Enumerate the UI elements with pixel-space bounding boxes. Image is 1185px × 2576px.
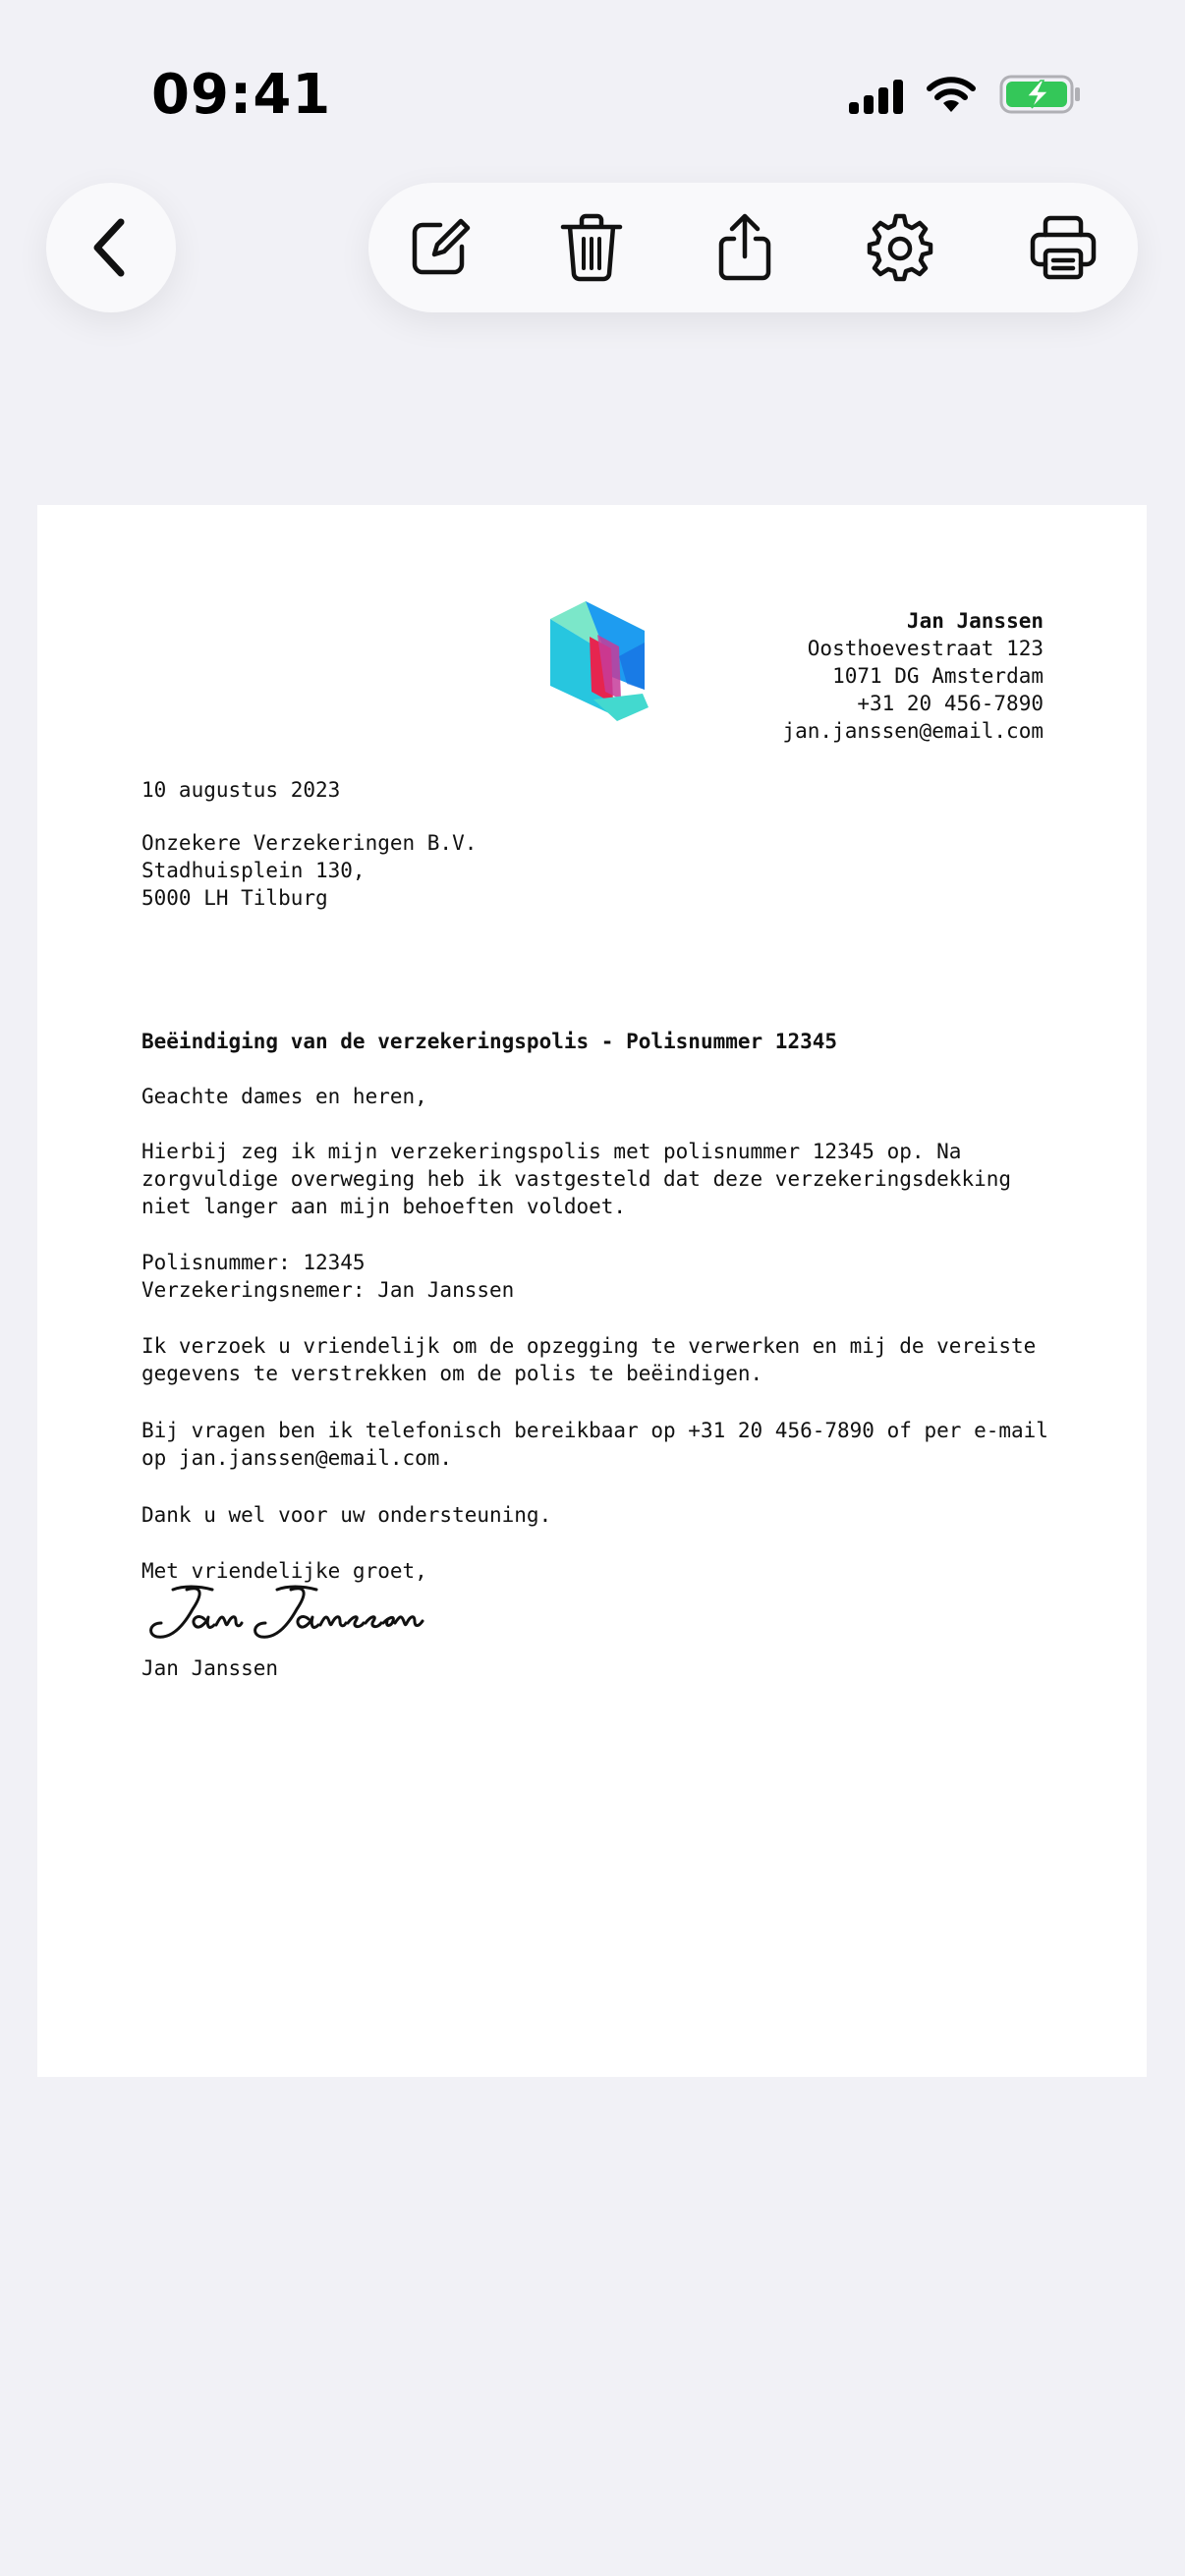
sender-city: 1071 DG Amsterdam bbox=[832, 664, 1044, 688]
edit-icon bbox=[405, 213, 474, 282]
status-icons bbox=[847, 69, 1083, 118]
sender-phone: +31 20 456-7890 bbox=[857, 692, 1044, 715]
company-logo bbox=[536, 597, 658, 725]
settings-button[interactable] bbox=[851, 198, 949, 297]
signer-name: Jan Janssen bbox=[141, 1656, 279, 1680]
letter-salutation: Geachte dames en heren, bbox=[141, 1085, 427, 1108]
letter-subject: Beëindiging van de verzekeringspolis - Polisnummer 12345 bbox=[141, 1030, 838, 1053]
back-button[interactable] bbox=[46, 183, 176, 312]
print-button[interactable] bbox=[1014, 198, 1112, 297]
letter-document bbox=[37, 505, 1147, 2077]
delete-button[interactable] bbox=[542, 198, 641, 297]
policy-details: Polisnummer: 12345 Verzekeringsnemer: Jan Janssen bbox=[141, 1251, 515, 1302]
printer-icon bbox=[1028, 213, 1099, 282]
letter-paragraph-4: Dank u wel voor uw ondersteuning. bbox=[141, 1503, 552, 1527]
letter-paragraph-3: Bij vragen ben ik telefonisch bereikbaar op +31 20 456-7890 of per e-mail op jan.janssen@email.com. bbox=[141, 1419, 1048, 1470]
trash-icon bbox=[557, 211, 626, 284]
letter-paragraph-2: Ik verzoek u vriendelijk om de opzegging te verwerken en mij de vereiste gegevens te verstrekken om de polis te beëindigen. bbox=[141, 1334, 1037, 1385]
sender-name: Jan Janssen bbox=[906, 609, 1044, 633]
battery-charging-icon bbox=[999, 75, 1082, 114]
handwritten-signature bbox=[143, 1580, 438, 1649]
letter-closing: Met vriendelijke groet, bbox=[141, 1559, 427, 1583]
sender-email: jan.janssen@email.com bbox=[782, 719, 1044, 743]
wifi-icon bbox=[926, 75, 977, 114]
sender-street: Oosthoevestraat 123 bbox=[807, 637, 1044, 660]
gear-icon bbox=[866, 213, 934, 282]
status-time: 09:41 bbox=[151, 63, 332, 127]
share-icon bbox=[710, 211, 779, 284]
document-toolbar bbox=[368, 183, 1138, 312]
share-button[interactable] bbox=[696, 198, 794, 297]
letter-paragraph-1: Hierbij zeg ik mijn verzekeringspolis met polisnummer 12345 op. Na zorgvuldige overweging heb ik vastgesteld dat deze verzekeringsdekking niet langer aan mijn behoeften voldoet. bbox=[141, 1140, 1012, 1218]
chevron-left-icon bbox=[87, 216, 135, 279]
recipient-address: Onzekere Verzekeringen B.V. Stadhuisplein 130, 5000 LH Tilburg bbox=[141, 831, 478, 910]
edit-button[interactable] bbox=[390, 198, 488, 297]
cellular-signal-icon bbox=[847, 79, 906, 114]
sender-address-block bbox=[782, 607, 1044, 745]
letter-date: 10 augustus 2023 bbox=[141, 778, 341, 802]
